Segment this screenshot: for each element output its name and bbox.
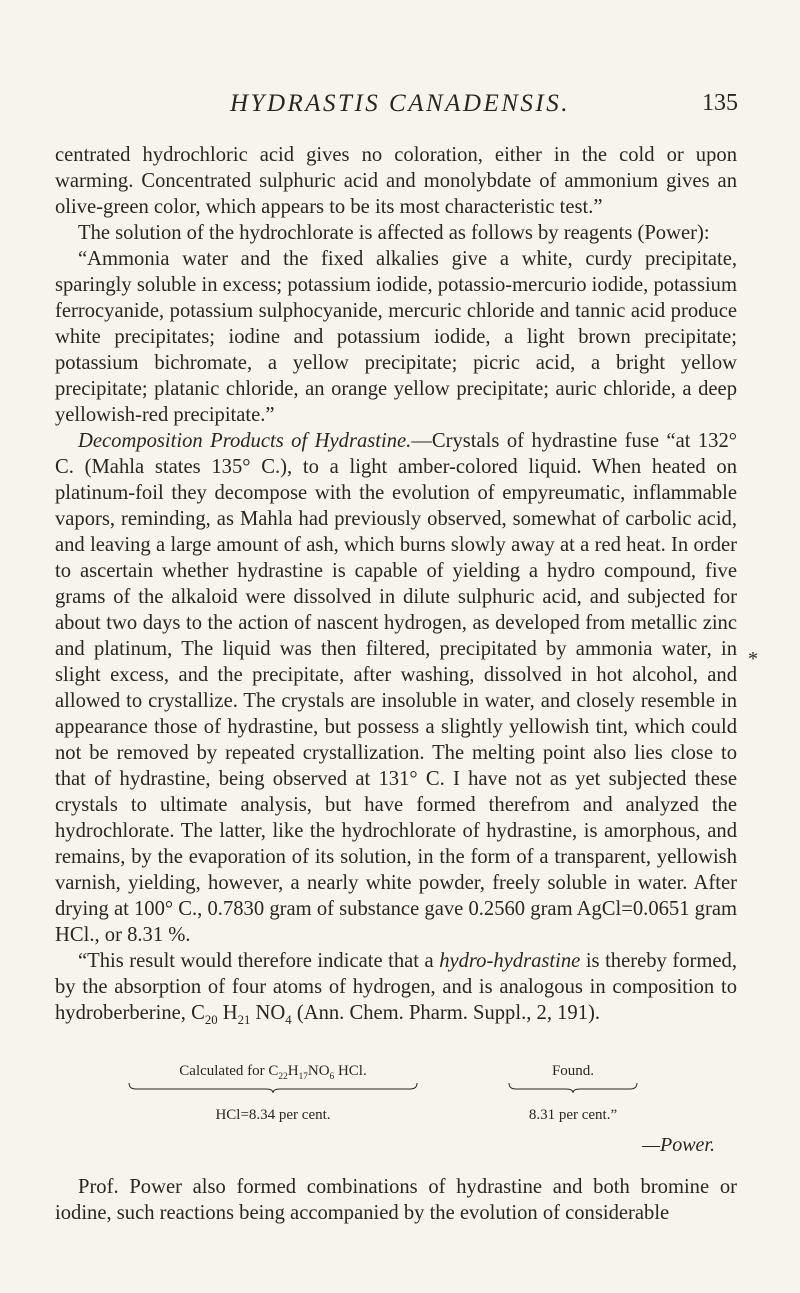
paragraph-6: Prof. Power also formed combinations of hydrastine and both bromine or iodine, such reactions being accompanied by the evolution of considerable (55, 1176, 737, 1224)
page-number: 135 (702, 90, 738, 116)
calc-sub-3: 6 (329, 1072, 335, 1082)
paragraph-1: centrated hydrochloric acid gives no coloration, either in the cold or upon warming. Concentrated sulphuric acid and monolybdate of ammonium gives an olive-green color, which appears to be its most characteristic test.” (55, 144, 737, 218)
found-value: 8.31 per cent.” (528, 1107, 618, 1123)
paragraph-5-text-b: is thereby formed, by the absorption of four atoms of hydrogen, and is analogous in composition to hydroberberine, C (55, 950, 737, 1024)
paragraph-5-text-d: NO (250, 1002, 286, 1024)
paragraph-2: The solution of the hydrochlorate is affected as follows by reagents (Power): (78, 222, 710, 244)
found-header: Found. (551, 1063, 595, 1079)
paragraph-4-text: —Crystals of hydrastine fuse “at 132° C. (Mahla states 135° C.), to a light amber-colored liquid. When heated on platinum-foil they decompose with the evolution of empyreumatic, inflammable vapors, reminding, as Mahla had previously observed, somewhat of carbolic acid, and leaving a large amount of ash, which burns slowly away at a red heat. In order to ascertain whether hydrastine is capable of yielding a hydro compound, five grams of the alkaloid were dissolved in dilute sulphuric acid, and subjected for about two days to the action of nascent hydrogen, as developed from metallic zinc and platinum, The liquid was then filtered, precipitated by ammonia water, in slight excess, and the precipitate, after washing, dissolved in hot alcohol, and allowed to crystallize. The crystals are insoluble in water, and closely resemble in appearance those of hydrastine, but possess a slightly yellowish tint, which could not be removed by repeated crystallization. The melting point also lies close to that of hydrastine, being observed at 131° C. I have not as yet subjected these crystals to ultimate analysis, but have formed therefrom and analyzed the hydrochlorate. The latter, like the hydrochlorate of hydrastine, is amorphous, and remains, by the evaporation of its solution, in the form of a transparent, yellowish varnish, yielding, however, a nearly white powder, freely soluble in water. After drying at 100° C., 0.7830 gram of substance gave 0.2560 gram AgCl=0.0651 gram HCl., or 8.31 %. (55, 430, 738, 946)
calculated-header (118, 1063, 428, 1080)
calc-label-c: NO (307, 1063, 330, 1079)
paragraph-4 (55, 428, 737, 948)
calculated-value: HCl=8.34 per cent. (215, 1107, 331, 1123)
final-text (55, 1174, 737, 1226)
body-text (55, 142, 737, 1026)
paragraph-5-text-a: “This result would therefore indicate that a (78, 950, 440, 972)
formula-sub-2: 21 (237, 1013, 251, 1028)
paragraph-5-italic: hydro-hydrastine (439, 950, 581, 972)
paragraph-3: “Ammonia water and the fixed alkalies give a white, curdy precipitate, sparingly soluble in excess; potassium iodide, potassio-mercurio iodide, potassium ferrocyanide, potassium sulphocyanide, mercuric chloride and tannic acid produce white precipitates; iodine and potassium iodide, a light brown precipitate; potassium bichromate, a yellow precipitate; picric acid, a bright yellow precipitate; platanic chloride, an orange yellow precipitate; auric chloride, a deep yellowish-red precipitate.” (55, 248, 737, 426)
calc-label-b: H (287, 1063, 299, 1079)
calc-sub-2: 17 (298, 1072, 308, 1082)
formula-sub-3: 4 (285, 1013, 292, 1028)
paragraph-5 (55, 948, 737, 1026)
attribution: —Power. (642, 1134, 715, 1156)
paragraph-5-text-c: H (217, 1002, 238, 1024)
page-header (0, 90, 800, 124)
calculated-brace (128, 1083, 418, 1093)
running-title: HYDRASTIS CANADENSIS. (230, 90, 570, 117)
section-heading: Decomposition Products of Hydrastine. (78, 430, 412, 452)
calc-sub-1: 22 (278, 1072, 288, 1082)
calc-label-a: Calculated for C (179, 1063, 279, 1079)
margin-asterisk: * (748, 648, 758, 670)
calc-label-d: HCl. (334, 1063, 367, 1079)
formula-sub-1: 20 (204, 1013, 218, 1028)
paragraph-5-text-e: (Ann. Chem. Pharm. Suppl., 2, 191). (291, 1002, 601, 1024)
found-brace (508, 1083, 638, 1093)
